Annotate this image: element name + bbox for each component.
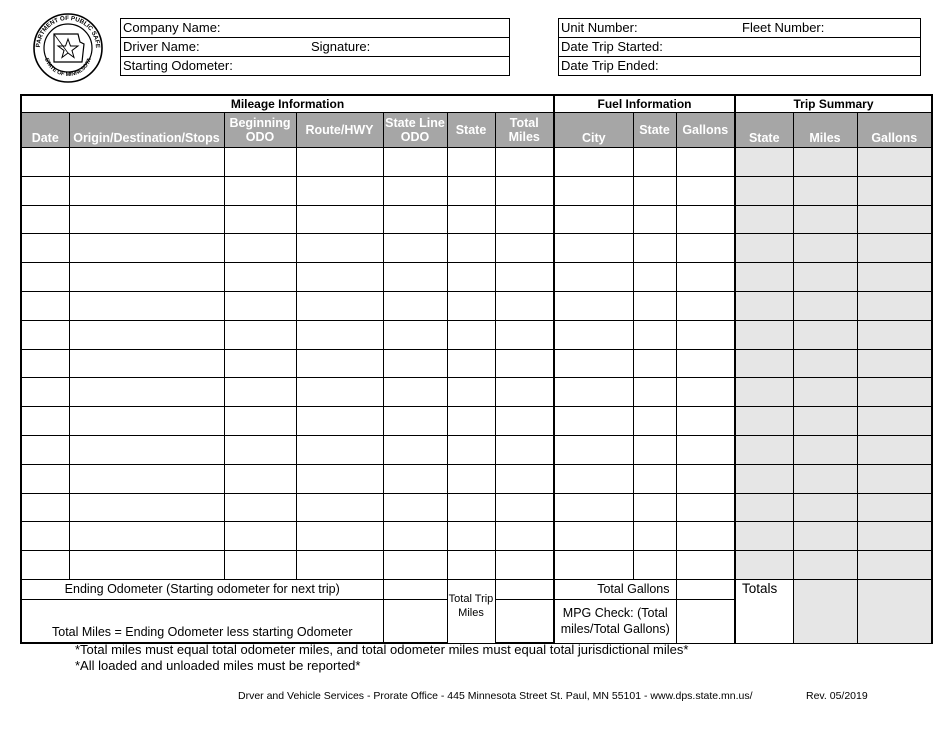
city-cell[interactable] — [554, 234, 633, 263]
mileage-section-header: Mileage Information — [21, 95, 554, 113]
origin-cell[interactable] — [69, 435, 224, 464]
total-miles-cell[interactable] — [495, 176, 554, 205]
total-miles-cell[interactable] — [495, 320, 554, 349]
summary-state-cell[interactable] — [735, 349, 793, 378]
date-cell[interactable] — [21, 493, 69, 522]
route-cell[interactable] — [296, 234, 383, 263]
summary-state-cell[interactable] — [735, 435, 793, 464]
state-cell[interactable] — [447, 551, 495, 580]
driver-name-label: Driver Name: — [123, 39, 200, 54]
total-trip-miles-label: Total Trip Miles — [447, 579, 495, 643]
summary-gallons-cell[interactable] — [857, 148, 932, 177]
summary-miles-cell[interactable] — [793, 551, 857, 580]
fuel-state-cell[interactable] — [633, 148, 676, 177]
summary-miles-cell[interactable] — [793, 148, 857, 177]
date-cell[interactable] — [21, 435, 69, 464]
ending-odometer-field[interactable] — [383, 579, 447, 599]
gallons-cell[interactable] — [676, 263, 735, 292]
col-gallons: Gallons — [676, 113, 735, 148]
col-summary-state: State — [735, 113, 793, 148]
origin-cell[interactable] — [69, 291, 224, 320]
state-line-odo-cell[interactable] — [383, 349, 447, 378]
date-cell[interactable] — [21, 176, 69, 205]
city-cell[interactable] — [554, 493, 633, 522]
gallons-cell[interactable] — [676, 551, 735, 580]
city-cell[interactable] — [554, 263, 633, 292]
col-summary-gallons: Gallons — [857, 113, 932, 148]
date-cell[interactable] — [21, 349, 69, 378]
fleet-number-label: Fleet Number: — [742, 20, 825, 35]
date-cell[interactable] — [21, 148, 69, 177]
table-row — [21, 407, 932, 436]
company-name-label: Company Name: — [123, 20, 221, 35]
summary-gallons-cell[interactable] — [857, 291, 932, 320]
gallons-cell[interactable] — [676, 291, 735, 320]
beginning-odo-cell[interactable] — [224, 522, 296, 551]
summary-miles-cell[interactable] — [793, 320, 857, 349]
summary-state-cell[interactable] — [735, 407, 793, 436]
date-ended-row[interactable] — [559, 57, 920, 75]
state-line-odo-cell[interactable] — [383, 407, 447, 436]
totals-miles-cell[interactable] — [793, 579, 857, 643]
date-cell[interactable] — [21, 551, 69, 580]
summary-miles-cell[interactable] — [793, 378, 857, 407]
total-miles-cell[interactable] — [495, 464, 554, 493]
total-gallons-label: Total Gallons — [554, 579, 676, 599]
seal-bottom-text: STATE OF MINNESOTA — [42, 57, 94, 79]
summary-state-cell[interactable] — [735, 493, 793, 522]
gallons-cell[interactable] — [676, 378, 735, 407]
col-beginning-odo: Beginning ODO — [224, 113, 296, 148]
beginning-odo-cell[interactable] — [224, 378, 296, 407]
beginning-odo-cell[interactable] — [224, 234, 296, 263]
gallons-cell[interactable] — [676, 493, 735, 522]
total-miles-field[interactable] — [383, 599, 447, 643]
date-cell[interactable] — [21, 205, 69, 234]
summary-miles-cell[interactable] — [793, 291, 857, 320]
totals-gallons-cell[interactable] — [857, 579, 932, 643]
gallons-cell[interactable] — [676, 176, 735, 205]
beginning-odo-cell[interactable] — [224, 176, 296, 205]
state-line-odo-cell[interactable] — [383, 234, 447, 263]
summary-gallons-cell[interactable] — [857, 407, 932, 436]
origin-cell[interactable] — [69, 464, 224, 493]
summary-gallons-cell[interactable] — [857, 205, 932, 234]
summary-miles-cell[interactable] — [793, 176, 857, 205]
state-cell[interactable] — [447, 205, 495, 234]
beginning-odo-cell[interactable] — [224, 263, 296, 292]
trip-log-table — [20, 94, 933, 644]
state-cell[interactable] — [447, 291, 495, 320]
driver-info-box — [120, 18, 510, 76]
col-route: Route/HWY — [296, 113, 383, 148]
fuel-state-cell[interactable] — [633, 176, 676, 205]
total-miles-cell[interactable] — [495, 407, 554, 436]
beginning-odo-cell[interactable] — [224, 205, 296, 234]
note-total-miles: *Total miles must equal total odometer miles, and total odometer miles must equal total jurisdictional miles* — [75, 642, 689, 657]
summary-gallons-cell[interactable] — [857, 176, 932, 205]
summary-state-cell[interactable] — [735, 234, 793, 263]
col-summary-miles: Miles — [793, 113, 857, 148]
city-cell[interactable] — [554, 435, 633, 464]
state-cell[interactable] — [447, 522, 495, 551]
table-row — [21, 349, 932, 378]
beginning-odo-cell[interactable] — [224, 349, 296, 378]
state-cell[interactable] — [447, 349, 495, 378]
city-cell[interactable] — [554, 205, 633, 234]
state-line-odo-cell[interactable] — [383, 205, 447, 234]
route-cell[interactable] — [296, 148, 383, 177]
fuel-state-cell[interactable] — [633, 435, 676, 464]
state-cell[interactable] — [447, 263, 495, 292]
col-fuel-state: State — [633, 113, 676, 148]
state-line-odo-cell[interactable] — [383, 378, 447, 407]
summary-state-cell[interactable] — [735, 291, 793, 320]
summary-miles-cell[interactable] — [793, 464, 857, 493]
route-cell[interactable] — [296, 464, 383, 493]
gallons-cell[interactable] — [676, 435, 735, 464]
fuel-state-cell[interactable] — [633, 378, 676, 407]
route-cell[interactable] — [296, 493, 383, 522]
city-cell[interactable] — [554, 176, 633, 205]
route-cell[interactable] — [296, 263, 383, 292]
summary-state-cell[interactable] — [735, 522, 793, 551]
fuel-state-cell[interactable] — [633, 234, 676, 263]
svg-text:STATE OF MINNESOTA — [43, 57, 93, 78]
col-total-miles: Total Miles — [495, 113, 554, 148]
gallons-cell[interactable] — [676, 320, 735, 349]
state-cell[interactable] — [447, 464, 495, 493]
totals-label: Totals — [735, 579, 793, 643]
date-started-row[interactable] — [559, 38, 920, 57]
table-row — [21, 320, 932, 349]
gallons-cell[interactable] — [676, 349, 735, 378]
total-trip-miles-field[interactable] — [495, 579, 554, 599]
summary-gallons-cell[interactable] — [857, 349, 932, 378]
origin-cell[interactable] — [69, 349, 224, 378]
total-miles-formula-label: Total Miles = Ending Odometer less starting Odometer — [21, 599, 383, 643]
summary-state-cell[interactable] — [735, 205, 793, 234]
beginning-odo-cell[interactable] — [224, 407, 296, 436]
route-cell[interactable] — [296, 522, 383, 551]
city-cell[interactable] — [554, 349, 633, 378]
city-cell[interactable] — [554, 320, 633, 349]
state-line-odo-cell[interactable] — [383, 522, 447, 551]
col-date: Date — [21, 113, 69, 148]
table-row — [21, 435, 932, 464]
state-cell[interactable] — [447, 435, 495, 464]
gallons-cell[interactable] — [676, 234, 735, 263]
total-miles-cell[interactable] — [495, 551, 554, 580]
route-cell[interactable] — [296, 205, 383, 234]
table-row — [21, 234, 932, 263]
total-miles-cell[interactable] — [495, 435, 554, 464]
fuel-state-cell[interactable] — [633, 522, 676, 551]
state-cell[interactable] — [447, 493, 495, 522]
date-cell[interactable] — [21, 263, 69, 292]
summary-miles-cell[interactable] — [793, 435, 857, 464]
company-name-row[interactable] — [121, 19, 509, 38]
gallons-cell[interactable] — [676, 407, 735, 436]
city-cell[interactable] — [554, 407, 633, 436]
route-cell[interactable] — [296, 320, 383, 349]
route-cell[interactable] — [296, 407, 383, 436]
route-cell[interactable] — [296, 349, 383, 378]
origin-cell[interactable] — [69, 493, 224, 522]
col-state-line-odo: State Line ODO — [383, 113, 447, 148]
driver-name-row[interactable] — [121, 38, 509, 57]
summary-gallons-cell[interactable] — [857, 378, 932, 407]
route-cell[interactable] — [296, 291, 383, 320]
starting-odometer-row[interactable] — [121, 57, 509, 75]
fuel-state-cell[interactable] — [633, 349, 676, 378]
fuel-state-cell[interactable] — [633, 205, 676, 234]
state-line-odo-cell[interactable] — [383, 435, 447, 464]
table-row — [21, 378, 932, 407]
origin-cell[interactable] — [69, 176, 224, 205]
table-row — [21, 148, 932, 177]
route-cell[interactable] — [296, 378, 383, 407]
signature-label: Signature: — [311, 39, 371, 54]
summary-gallons-cell[interactable] — [857, 234, 932, 263]
total-miles-cell[interactable] — [495, 522, 554, 551]
origin-cell[interactable] — [69, 378, 224, 407]
gallons-cell[interactable] — [676, 148, 735, 177]
state-cell[interactable] — [447, 320, 495, 349]
origin-cell[interactable] — [69, 263, 224, 292]
summary-miles-cell[interactable] — [793, 205, 857, 234]
beginning-odo-cell[interactable] — [224, 435, 296, 464]
state-line-odo-cell[interactable] — [383, 464, 447, 493]
gallons-cell[interactable] — [676, 522, 735, 551]
fuel-state-cell[interactable] — [633, 551, 676, 580]
summary-gallons-cell[interactable] — [857, 493, 932, 522]
footer-address: Drver and Vehicle Services - Prorate Office - 445 Minnesota Street St. Paul, MN 55101 - www.dps.state.mn.us/ — [238, 690, 753, 702]
total-trip-miles-field-2[interactable] — [495, 599, 554, 643]
trip-info-box — [558, 18, 921, 76]
table-row — [21, 205, 932, 234]
fuel-state-cell[interactable] — [633, 407, 676, 436]
total-miles-cell[interactable] — [495, 148, 554, 177]
beginning-odo-cell[interactable] — [224, 291, 296, 320]
summary-gallons-cell[interactable] — [857, 263, 932, 292]
summary-state-cell[interactable] — [735, 176, 793, 205]
summary-miles-cell[interactable] — [793, 349, 857, 378]
fuel-state-cell[interactable] — [633, 493, 676, 522]
total-miles-cell[interactable] — [495, 291, 554, 320]
summary-state-cell[interactable] — [735, 464, 793, 493]
mpg-check-field[interactable] — [676, 599, 735, 643]
date-cell[interactable] — [21, 464, 69, 493]
summary-state-cell[interactable] — [735, 263, 793, 292]
table-row — [21, 176, 932, 205]
total-miles-cell[interactable] — [495, 349, 554, 378]
summary-miles-cell[interactable] — [793, 234, 857, 263]
summary-state-cell[interactable] — [735, 148, 793, 177]
state-cell[interactable] — [447, 176, 495, 205]
gallons-cell[interactable] — [676, 464, 735, 493]
total-gallons-field[interactable] — [676, 579, 735, 599]
date-cell[interactable] — [21, 234, 69, 263]
state-cell[interactable] — [447, 407, 495, 436]
fuel-state-cell[interactable] — [633, 464, 676, 493]
trip-summary-section-header: Trip Summary — [735, 95, 932, 113]
origin-cell[interactable] — [69, 522, 224, 551]
city-cell[interactable] — [554, 551, 633, 580]
summary-gallons-cell[interactable] — [857, 522, 932, 551]
note-loaded-unloaded: *All loaded and unloaded miles must be reported* — [75, 658, 361, 673]
beginning-odo-cell[interactable] — [224, 464, 296, 493]
table-row — [21, 291, 932, 320]
total-miles-cell[interactable] — [495, 378, 554, 407]
starting-odometer-label: Starting Odometer: — [123, 58, 233, 73]
state-line-odo-cell[interactable] — [383, 263, 447, 292]
table-row — [21, 464, 932, 493]
total-miles-cell[interactable] — [495, 263, 554, 292]
fuel-state-cell[interactable] — [633, 320, 676, 349]
date-trip-started-label: Date Trip Started: — [561, 39, 663, 54]
state-cell[interactable] — [447, 234, 495, 263]
total-miles-cell[interactable] — [495, 493, 554, 522]
seal-top-text: PARTMENT OF PUBLIC SAFE — [34, 14, 102, 49]
date-cell[interactable] — [21, 320, 69, 349]
origin-cell[interactable] — [69, 148, 224, 177]
summary-state-cell[interactable] — [735, 378, 793, 407]
date-trip-ended-label: Date Trip Ended: — [561, 58, 659, 73]
col-origin: Origin/Destination/Stops — [69, 113, 224, 148]
beginning-odo-cell[interactable] — [224, 493, 296, 522]
origin-cell[interactable] — [69, 205, 224, 234]
state-line-odo-cell[interactable] — [383, 291, 447, 320]
state-cell[interactable] — [447, 148, 495, 177]
footer-revision: Rev. 05/2019 — [806, 690, 868, 702]
ending-odometer-label: Ending Odometer (Starting odometer for next trip) — [21, 579, 383, 599]
beginning-odo-cell[interactable] — [224, 320, 296, 349]
state-cell[interactable] — [447, 378, 495, 407]
date-cell[interactable] — [21, 407, 69, 436]
beginning-odo-cell[interactable] — [224, 551, 296, 580]
col-city: City — [554, 113, 633, 148]
origin-cell[interactable] — [69, 551, 224, 580]
fuel-state-cell[interactable] — [633, 291, 676, 320]
summary-miles-cell[interactable] — [793, 407, 857, 436]
city-cell[interactable] — [554, 522, 633, 551]
gallons-cell[interactable] — [676, 205, 735, 234]
summary-miles-cell[interactable] — [793, 263, 857, 292]
state-line-odo-cell[interactable] — [383, 493, 447, 522]
origin-cell[interactable] — [69, 407, 224, 436]
state-line-odo-cell[interactable] — [383, 148, 447, 177]
table-row — [21, 263, 932, 292]
origin-cell[interactable] — [69, 234, 224, 263]
city-cell[interactable] — [554, 148, 633, 177]
summary-miles-cell[interactable] — [793, 493, 857, 522]
unit-number-label: Unit Number: — [561, 20, 638, 35]
route-cell[interactable] — [296, 176, 383, 205]
total-miles-cell[interactable] — [495, 234, 554, 263]
origin-cell[interactable] — [69, 320, 224, 349]
summary-state-cell[interactable] — [735, 551, 793, 580]
unit-number-row[interactable] — [559, 19, 920, 38]
summary-gallons-cell[interactable] — [857, 320, 932, 349]
route-cell[interactable] — [296, 551, 383, 580]
total-miles-cell[interactable] — [495, 205, 554, 234]
summary-gallons-cell[interactable] — [857, 435, 932, 464]
fuel-state-cell[interactable] — [633, 263, 676, 292]
beginning-odo-cell[interactable] — [224, 148, 296, 177]
city-cell[interactable] — [554, 464, 633, 493]
fuel-section-header: Fuel Information — [554, 95, 735, 113]
summary-state-cell[interactable] — [735, 320, 793, 349]
col-state: State — [447, 113, 495, 148]
date-cell[interactable] — [21, 522, 69, 551]
table-row — [21, 493, 932, 522]
city-cell[interactable] — [554, 378, 633, 407]
state-seal — [32, 12, 104, 84]
city-cell[interactable] — [554, 291, 633, 320]
summary-gallons-cell[interactable] — [857, 464, 932, 493]
state-line-odo-cell[interactable] — [383, 176, 447, 205]
date-cell[interactable] — [21, 378, 69, 407]
summary-gallons-cell[interactable] — [857, 551, 932, 580]
date-cell[interactable] — [21, 291, 69, 320]
table-row — [21, 522, 932, 551]
summary-miles-cell[interactable] — [793, 522, 857, 551]
state-line-odo-cell[interactable] — [383, 551, 447, 580]
route-cell[interactable] — [296, 435, 383, 464]
state-line-odo-cell[interactable] — [383, 320, 447, 349]
table-row — [21, 551, 932, 580]
mpg-check-label: MPG Check: (Total miles/Total Gallons) — [554, 599, 676, 643]
